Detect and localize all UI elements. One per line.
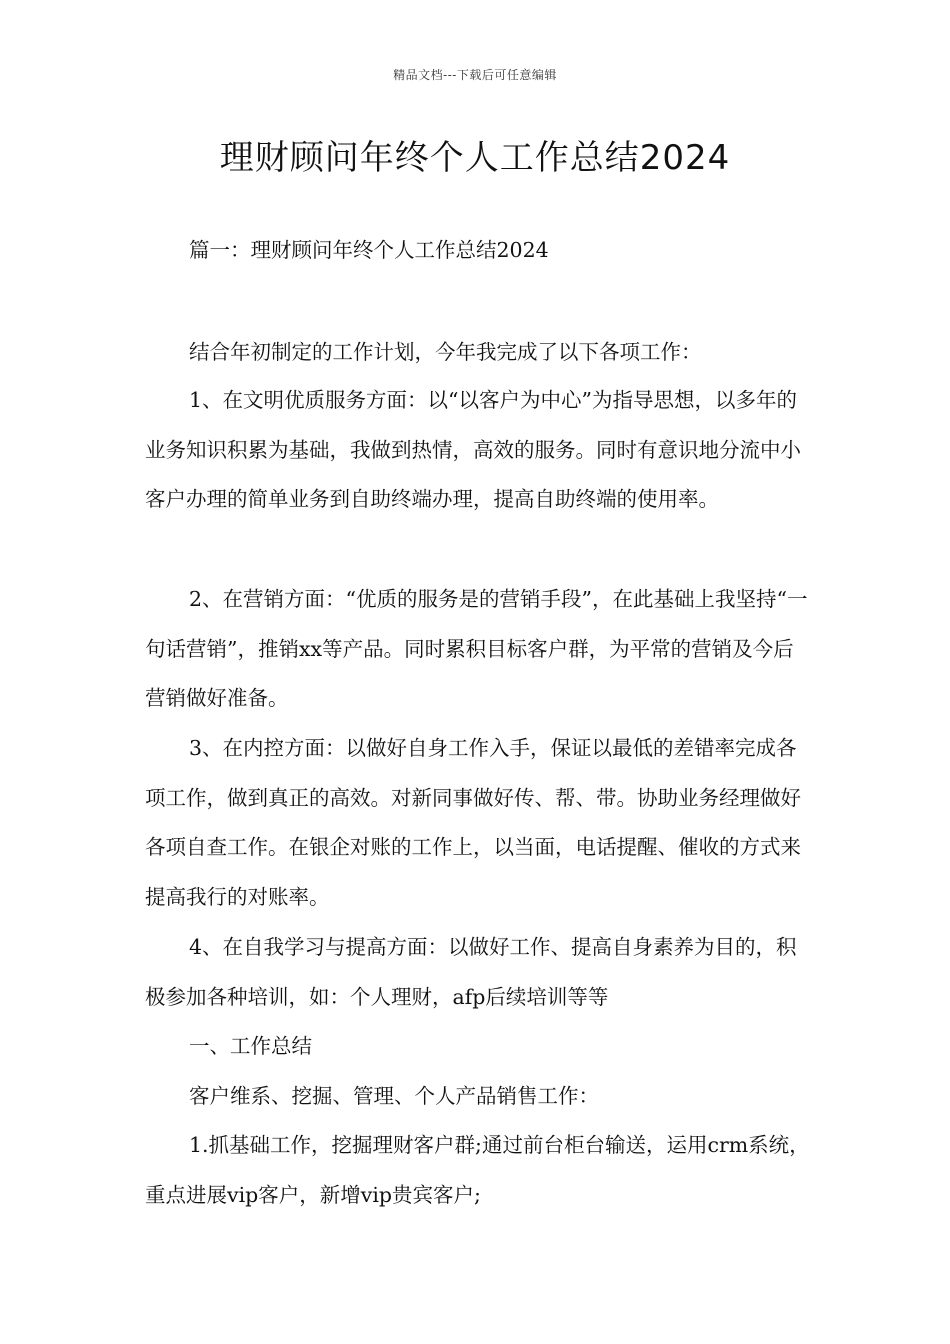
header-note: 精品文档---下载后可任意编辑	[393, 68, 557, 82]
document-title: 理财顾问年终个人工作总结2024	[219, 138, 731, 178]
list-item-basic-work: 1.抓基础工作，挖掘理财客户群;通过前台柜台输送，运用crm系统，重点进展vip客户，新增vip贵宾客户;	[145, 1133, 810, 1207]
section-subheading: 客户维系、挖掘、管理、个人产品销售工作：	[189, 1084, 599, 1108]
paragraph-self-learning: 4、在自我学习与提高方面：以做好工作、提高自身素养为目的，积极参加各种培训，如：个人理财，afp后续培训等等	[145, 935, 797, 1009]
intro-paragraph: 结合年初制定的工作计划，今年我完成了以下各项工作：	[189, 340, 702, 364]
paragraph-service: 1、在文明优质服务方面：以“以客户为中心”为指导思想，以多年的业务知识积累为基础，我做到热情，高效的服务。同时有意识地分流中小客户办理的简单业务到自助终端办理，提高自助终端的使用率。	[145, 388, 801, 511]
paragraph-internal-control: 3、在内控方面：以做好自身工作入手，保证以最低的差错率完成各项工作，做到真正的高效。对新同事做好传、帮、带。协助业务经理做好各项自查工作。在银企对账的工作上，以当面，电话提醒、催收的方式来提高我行的对账率。	[145, 736, 801, 909]
section-heading-work-summary: 一、工作总结	[189, 1034, 312, 1058]
document-subtitle: 篇一：理财顾问年终个人工作总结2024	[189, 238, 549, 262]
paragraph-marketing: 2、在营销方面：“优质的服务是的营销手段”，在此基础上我坚持“一句话营销”，推销xx等产品。同时累积目标客户群，为平常的营销及今后营销做好准备。	[145, 587, 808, 710]
